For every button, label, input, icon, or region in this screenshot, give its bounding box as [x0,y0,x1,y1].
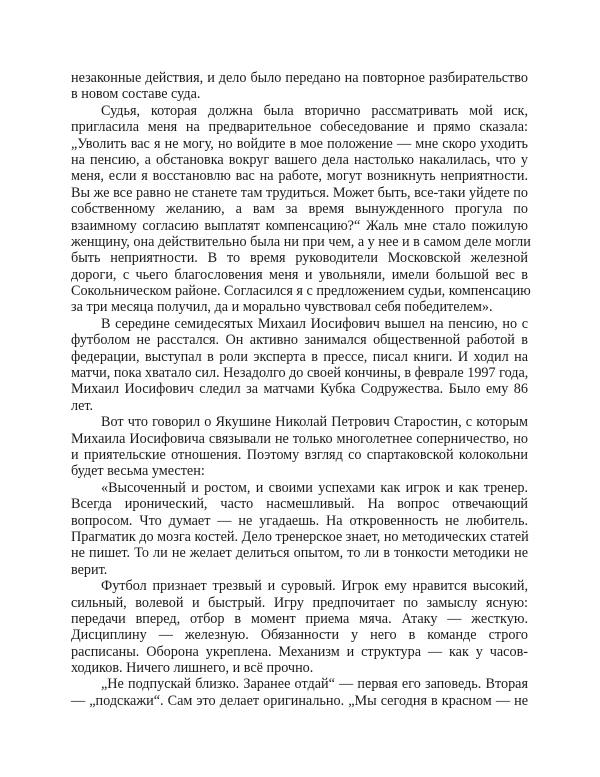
text-line: верит. [71,561,108,578]
text-line: Михаил Иосифович следил за матчами Кубка Содружества. Было ему 86 [71,381,528,398]
paragraph [71,578,528,676]
text-line: и приятельские отношения. Поэтому взгляд со спартаковской колокольни [71,446,528,463]
text-line: собственному желанию, а вам за время вынужденного прогула по [71,201,528,218]
text-line: Прагматик до мозга костей. Дело тренерское знает, но методических статей [71,528,529,545]
paragraph [71,70,528,103]
text-line: ходиков. Ничего лишнего, и всё прочно. [71,660,314,677]
text-line: Вот что говорил о Якушине Николай Петрович Старостин, с которым [101,414,528,431]
paragraph [71,316,528,414]
text-line: федерации, выступал в роли эксперта в прессе, писал книги. И ходил на [71,348,528,365]
text-line: не пишет. То ли не желает делиться опытом, то ли в тонкости методики не [71,545,528,562]
text-line: быть неприятности. В то время руководители Московской железной [71,250,528,267]
text-line: будет весьма уместен: [71,463,205,480]
text-line: Судья, которая должна была вторично рассматривать мой иск, [101,102,528,119]
paragraph [71,676,528,709]
text-line: «Высоченный и ростом, и своими успехами как игрок и как тренер. [101,479,528,496]
text-line: расписаны. Оборона укреплена. Механизм и структура — как у часов- [71,643,528,660]
text-line: лет. [71,397,94,414]
text-line: — „подскажи“. Сам это делает оригинально. „Мы сегодня в красном — не [71,692,528,709]
text-line: женщину, она действительно была ни при чем, а у нее и в самом деле могли [71,233,531,250]
text-line: Дисциплину — железную. Обязанности у него в команде строго [71,627,528,644]
text-line: „Не подпускай близко. Заранее отдай“ — первая его заповедь. Вторая [101,676,528,693]
text-line: в новом составе суда. [71,86,201,103]
text-line: Всегда иронический, часто насмешливый. На вопрос отвечающий [71,496,528,513]
paragraph [71,480,528,578]
text-line: пригласила меня на предварительное собеседование и прямо сказала: [71,119,528,136]
text-line: меня, если я восстановлю вас на работе, могут возникнуть неприятности. [71,168,528,185]
paragraph [71,102,531,316]
text-line: В середине семидесятых Михаил Иосифович вышел на пенсию, но с [101,315,528,332]
text-line: футболом не расстался. Он активно занимался общественной работой в [71,332,528,349]
text-line: за три месяца получил, да и морально чувствовал себя победителем». [71,299,493,316]
text-line: Михаила Иосифовича связывали не только многолетнее соперничество, но [71,430,528,447]
document-page [71,70,531,709]
text-line: на пенсию, а обстановка вокруг вашего дела настолько накалилась, что у [71,151,528,168]
text-line: передачи вперед, отбор в момент приема мяча. Атаку — жесткую. [71,610,528,627]
text-line: сильный, волевой и быстрый. Игру предпочитает по замыслу ясную: [71,594,528,611]
text-line: взаимному согласию выплатят компенсацию?“ Жаль мне стало пожилую [71,217,528,234]
paragraph [71,414,528,480]
text-line: дороги, с чьего благословения меня и увольняли, имели большой вес в [71,266,528,283]
text-line: „Уволить вас я не могу, но войдите в мое положение — мне скоро уходить [71,135,528,152]
text-line: Вы же все равно не станете там трудиться. Может быть, все-таки уйдете по [71,184,528,201]
text-line: незаконные действия, и дело было передано на повторное разбирательство [71,70,528,86]
text-line: вопросом. Что думает — не угадаешь. На откровенность не любитель. [71,512,528,529]
text-line: Футбол признает трезвый и суровый. Игрок ему нравится высокий, [101,578,528,595]
text-line: матчи, пока хватало сил. Незадолго до своей кончины, в феврале 1997 года, [71,365,529,382]
text-line: Сокольническом районе. Согласился я с предложением судьи, компенсацию [71,283,531,300]
